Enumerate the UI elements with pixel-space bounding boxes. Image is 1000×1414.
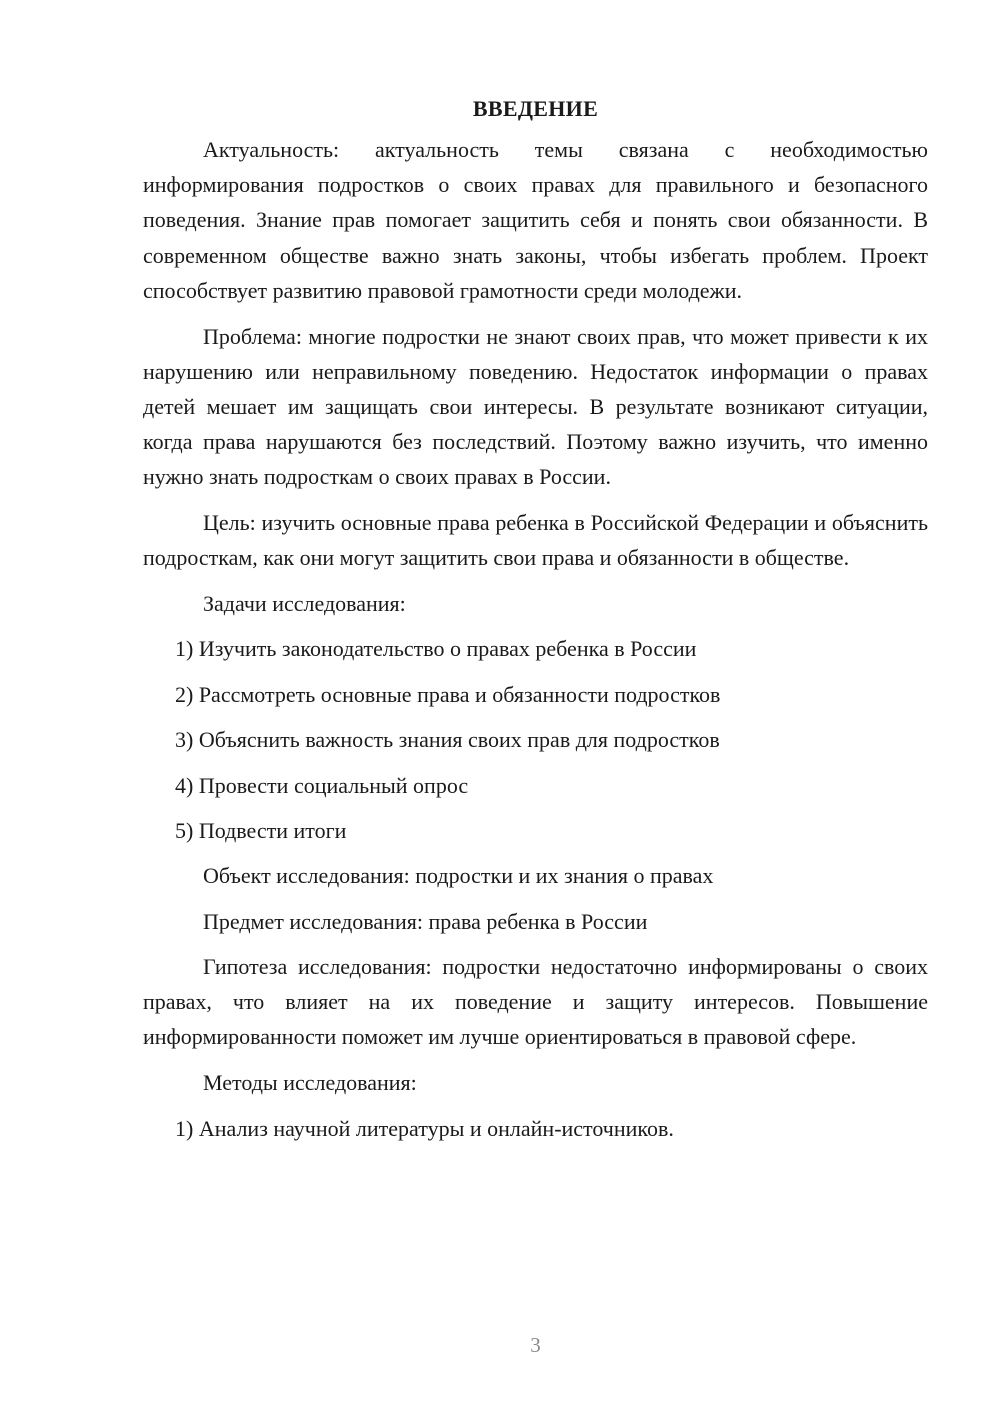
- task-item: 5) Подвести итоги: [175, 817, 347, 843]
- section-title: ВВЕДЕНИЕ: [472, 96, 599, 121]
- relevance-paragraph: Актуальность: актуальность темы связана с необходимостью информирования подростков о своих правах для правильного и безопасного поведения. Знание прав помогает защитить себя и понять свои обязанности. В современном обществе важно знать законы, чтобы избегать проблем. Проект способствует развитию правовой грамотности среди молодежи.: [143, 137, 928, 303]
- document-page: [143, 92, 928, 1156]
- task-item: 4) Провести социальный опрос: [175, 772, 469, 798]
- hypothesis-paragraph: Гипотеза исследования: подростки недостаточно информированы о своих правах, что влияет на их поведение и защиту интересов. Повышение информированности поможет им лучше ориентироваться в правовой сфере.: [143, 954, 928, 1050]
- tasks-heading: Задачи исследования:: [203, 590, 406, 616]
- task-item: 1) Изучить законодательство о правах ребенка в России: [175, 636, 697, 662]
- goal-paragraph: Цель: изучить основные права ребенка в Российской Федерации и объяснить подросткам, как они могут защитить свои права и обязанности в обществе.: [143, 510, 928, 571]
- methods-heading: Методы исследования:: [203, 1070, 417, 1096]
- task-item: 2) Рассмотреть основные права и обязанности подростков: [175, 681, 721, 707]
- research-subject: Предмет исследования: права ребенка в России: [203, 908, 648, 934]
- page-number: 3: [530, 1333, 541, 1357]
- research-object: Объект исследования: подростки и их знания о правах: [203, 863, 714, 889]
- method-item: 1) Анализ научной литературы и онлайн-источников.: [175, 1115, 674, 1141]
- task-item: 3) Объяснить важность знания своих прав для подростков: [175, 727, 720, 753]
- problem-paragraph: Проблема: многие подростки не знают своих прав, что может привести к их нарушению или неправильному поведению. Недостаток информации о правах детей мешает им защищать свои интересы. В результате возникают ситуации, когда права нарушаются без последствий. Поэтому важно изучить, что именно нужно знать подросткам о своих правах в России.: [143, 323, 928, 490]
